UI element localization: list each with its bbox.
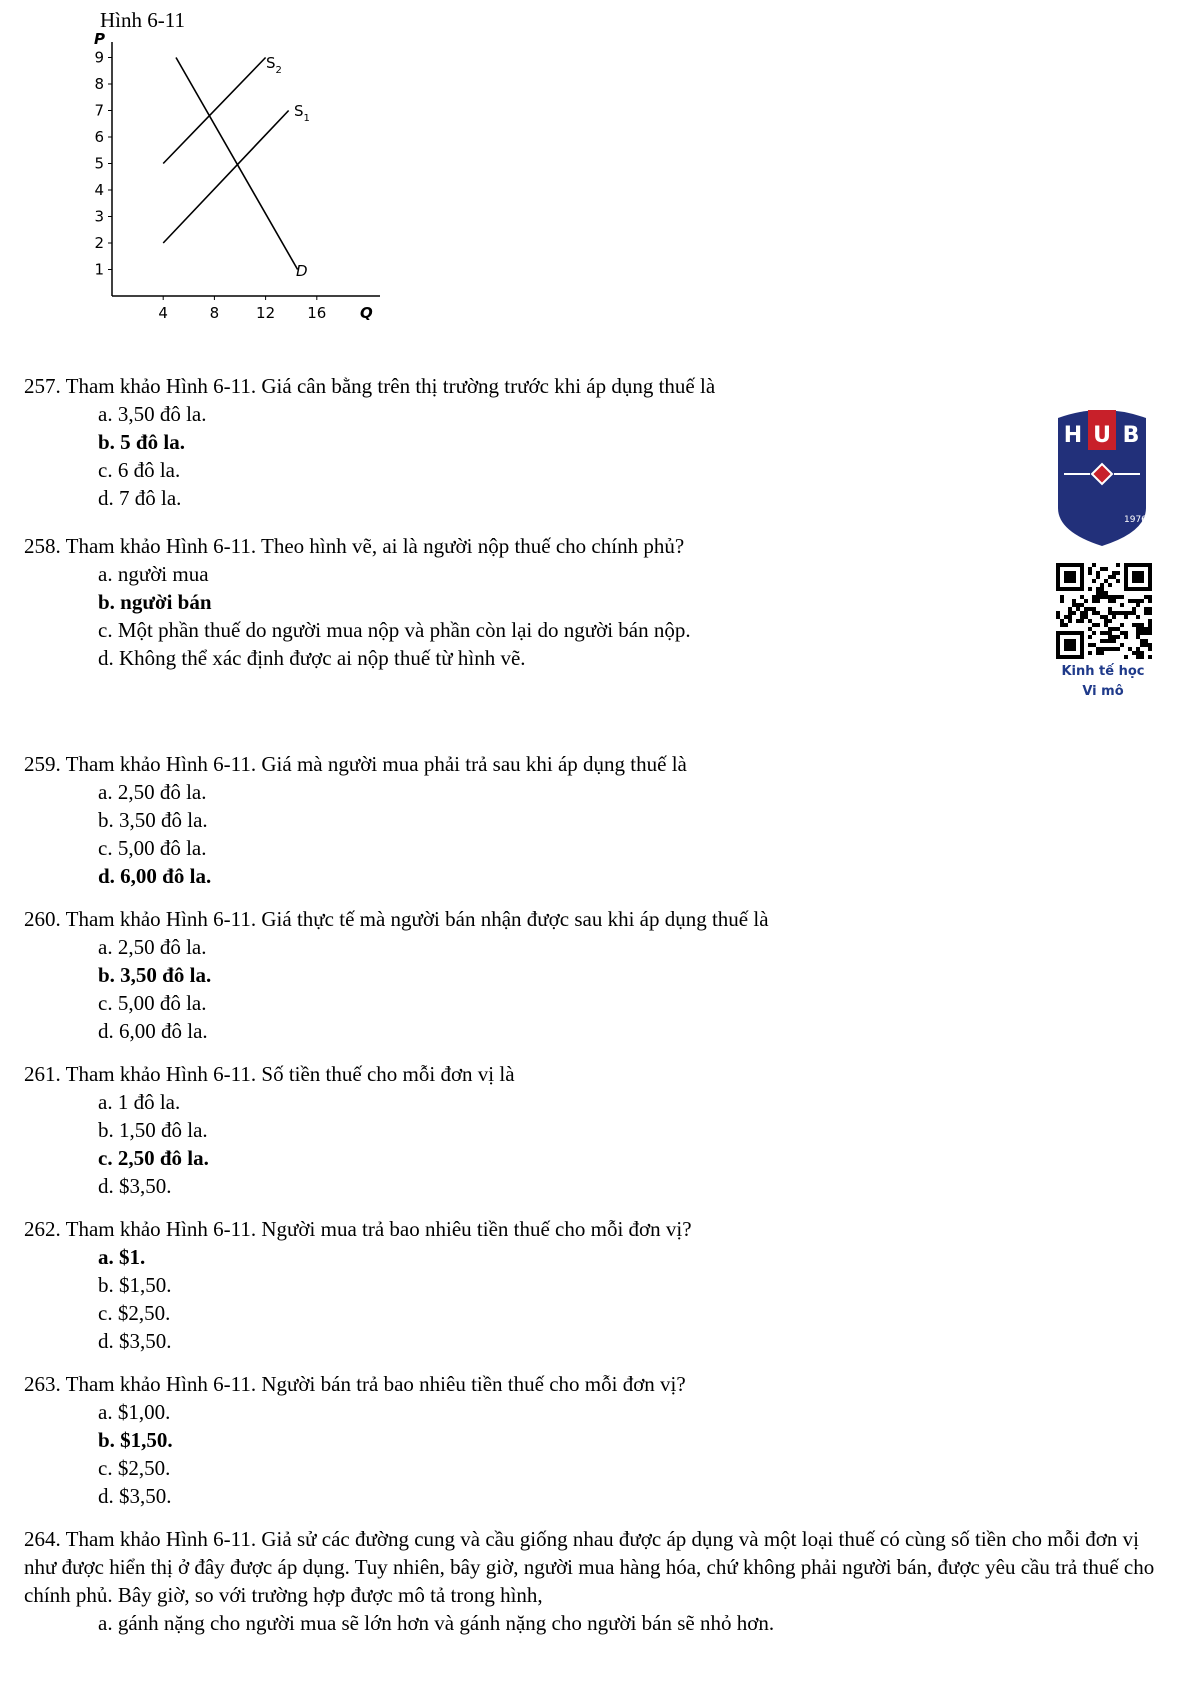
qr-module <box>1148 611 1152 615</box>
qr-module <box>1072 599 1076 603</box>
qr-module <box>1096 599 1100 603</box>
qr-module <box>1108 639 1112 643</box>
qr-module <box>1100 615 1104 619</box>
qr-module <box>1068 611 1072 615</box>
question-stem: 261. Tham khảo Hình 6-11. Số tiền thuế cho mỗi đơn vị là <box>24 1062 515 1086</box>
answer-option: a. $1,00. <box>98 1400 171 1424</box>
qr-module <box>1136 627 1140 631</box>
y-axis-label: P <box>94 30 105 48</box>
qr-module <box>1124 611 1128 615</box>
qr-module <box>1068 619 1072 623</box>
qr-module <box>1072 603 1076 607</box>
qr-module <box>1100 567 1104 571</box>
answer-option: c. $2,50. <box>98 1456 171 1480</box>
qr-finder <box>1064 571 1076 583</box>
qr-module <box>1112 627 1116 631</box>
qr-module <box>1140 639 1144 643</box>
y-tick-label: 1 <box>94 260 104 279</box>
qr-module <box>1100 647 1104 651</box>
qr-module <box>1112 639 1116 643</box>
x-ticks <box>158 296 326 322</box>
answer-option: b. 1,50 đô la. <box>98 1118 208 1142</box>
qr-module <box>1144 639 1148 643</box>
qr-module <box>1104 631 1108 635</box>
qr-module <box>1144 595 1148 599</box>
qr-finder <box>1132 571 1144 583</box>
qr-module <box>1084 611 1088 615</box>
qr-module <box>1084 599 1088 603</box>
qr-module <box>1112 575 1116 579</box>
qr-module <box>1140 643 1144 647</box>
qr-module <box>1080 615 1084 619</box>
qr-module <box>1148 599 1152 603</box>
question-block <box>24 905 1164 1045</box>
hub-logo <box>1054 408 1150 548</box>
qr-module <box>1092 579 1096 583</box>
question-stem: 262. Tham khảo Hình 6-11. Người mua trả bao nhiêu tiền thuế cho mỗi đơn vị? <box>24 1217 692 1241</box>
qr-module <box>1112 595 1116 599</box>
answer-option: b. 5 đô la. <box>98 430 185 454</box>
qr-module <box>1088 635 1092 639</box>
qr-module <box>1108 631 1112 635</box>
question-stem: 260. Tham khảo Hình 6-11. Giá thực tế mà người bán nhận được sau khi áp dụng thuế là <box>24 907 769 931</box>
qr-module <box>1116 627 1120 631</box>
qr-module <box>1148 643 1152 647</box>
qr-module <box>1104 615 1108 619</box>
qr-module <box>1128 599 1132 603</box>
qr-module <box>1108 611 1112 615</box>
qr-module <box>1140 599 1144 603</box>
x-tick-label: 16 <box>307 304 327 322</box>
qr-module <box>1112 647 1116 651</box>
qr-module <box>1136 615 1140 619</box>
qr-code[interactable] <box>1056 563 1152 659</box>
qr-module <box>1136 603 1140 607</box>
figure-title: Hình 6-11 <box>100 8 185 32</box>
qr-module <box>1096 651 1100 655</box>
answer-option: b. $1,50. <box>98 1273 172 1297</box>
qr-module <box>1088 587 1092 591</box>
qr-module <box>1096 571 1100 575</box>
qr-module <box>1136 631 1140 635</box>
y-tick-label: 6 <box>94 128 104 146</box>
question-stem: 263. Tham khảo Hình 6-11. Người bán trả bao nhiêu tiền thuế cho mỗi đơn vị? <box>24 1372 686 1396</box>
qr-module <box>1124 615 1128 619</box>
qr-module <box>1088 643 1092 647</box>
qr-module <box>1096 623 1100 627</box>
qr-module <box>1092 599 1096 603</box>
question-block <box>24 372 1164 512</box>
qr-module <box>1128 647 1132 651</box>
logo-caption-line2: Vi mô <box>1082 684 1124 699</box>
qr-module <box>1132 607 1136 611</box>
answer-option: a. 3,50 đô la. <box>98 402 207 426</box>
x-axis-label: Q <box>360 304 373 322</box>
question-stem: 257. Tham khảo Hình 6-11. Giá cân bằng trên thị trường trước khi áp dụng thuế là <box>24 374 716 398</box>
qr-module <box>1100 583 1104 587</box>
answer-option: c. 5,00 đô la. <box>98 991 207 1015</box>
answer-option: b. 3,50 đô la. <box>98 963 212 987</box>
qr-module <box>1116 647 1120 651</box>
question-block <box>24 1060 1164 1200</box>
answer-option: a. 1 đô la. <box>98 1090 181 1114</box>
qr-module <box>1116 635 1120 639</box>
question-stem: 258. Tham khảo Hình 6-11. Theo hình vẽ, ai là người nộp thuế cho chính phủ? <box>24 534 685 558</box>
qr-module <box>1140 651 1144 655</box>
qr-module <box>1088 571 1092 575</box>
qr-module <box>1096 575 1100 579</box>
qr-module <box>1120 595 1124 599</box>
answer-option: d. 6,00 đô la. <box>98 864 212 888</box>
qr-module <box>1136 623 1140 627</box>
answer-option: d. $3,50. <box>98 1484 172 1508</box>
qr-module <box>1060 619 1064 623</box>
qr-module <box>1124 631 1128 635</box>
answer-option: a. 2,50 đô la. <box>98 780 207 804</box>
qr-module <box>1080 611 1084 615</box>
qr-module <box>1148 655 1152 659</box>
qr-module <box>1144 643 1148 647</box>
answer-option: d. $3,50. <box>98 1174 172 1198</box>
qr-module <box>1088 651 1092 655</box>
answer-option: a. $1. <box>98 1245 146 1269</box>
y-tick-label: 9 <box>94 48 104 67</box>
logo-letter-h: H <box>1063 423 1083 448</box>
qr-module <box>1124 635 1128 639</box>
question-block <box>24 1370 1164 1510</box>
question-block <box>24 1525 1164 1637</box>
qr-module <box>1108 599 1112 603</box>
qr-module <box>1092 631 1096 635</box>
qr-module <box>1056 615 1060 619</box>
y-axis <box>94 30 112 296</box>
qr-module <box>1136 655 1140 659</box>
qr-module <box>1148 595 1152 599</box>
qr-module <box>1116 579 1120 583</box>
answer-option: b. $1,50. <box>98 1428 173 1452</box>
qr-module <box>1148 623 1152 627</box>
curve-s2 <box>163 58 265 164</box>
qr-module <box>1132 611 1136 615</box>
qr-module <box>1060 595 1064 599</box>
qr-module <box>1080 619 1084 623</box>
qr-module <box>1104 567 1108 571</box>
qr-module <box>1104 619 1108 623</box>
y-tick-label: 5 <box>94 154 104 173</box>
qr-module <box>1104 623 1108 627</box>
question-stem: 264. Tham khảo Hình 6-11. Giả sử các đường cung và cầu giống nhau được áp dụng và một loại thuế có cùng số tiền cho mỗi đơn vị như được hiển thị ở đây được áp dụng. Tuy nhiên, bây giờ, người mua hàng hóa, chứ không phải người bán, được yêu cầu trả thuế cho chính phủ. Bây giờ, so với trường hợp được mô tả trong hình, <box>24 1527 1155 1607</box>
qr-module <box>1148 619 1152 623</box>
qr-module <box>1072 611 1076 615</box>
qr-module <box>1092 623 1096 627</box>
qr-module <box>1116 563 1120 567</box>
y-tick-label: 8 <box>94 75 104 93</box>
qr-module <box>1140 623 1144 627</box>
qr-module <box>1128 611 1132 615</box>
qr-module <box>1084 615 1088 619</box>
answer-option: a. người mua <box>98 562 209 586</box>
qr-module <box>1088 607 1092 611</box>
answer-option: c. $2,50. <box>98 1301 171 1325</box>
qr-module <box>1096 647 1100 651</box>
qr-module <box>1096 587 1100 591</box>
curve-label-s2: $S_2$ <box>266 54 282 76</box>
logo-letter-b: B <box>1122 423 1140 448</box>
qr-module <box>1140 627 1144 631</box>
qr-module <box>1144 631 1148 635</box>
qr-module <box>1116 611 1120 615</box>
qr-module <box>1104 591 1108 595</box>
curve-label-d: D <box>296 262 308 280</box>
logo-year: 1976 <box>1124 515 1147 525</box>
y-ticks <box>94 49 112 279</box>
answer-option: c. Một phần thuế do người mua nộp và phần còn lại do người bán nộp. <box>98 618 691 642</box>
qr-module <box>1136 647 1140 651</box>
qr-module <box>1136 599 1140 603</box>
qr-module <box>1108 607 1112 611</box>
qr-module <box>1096 595 1100 599</box>
qr-module <box>1092 643 1096 647</box>
y-tick-label: 7 <box>94 101 104 120</box>
qr-module <box>1108 619 1112 623</box>
qr-module <box>1076 607 1080 611</box>
question-stem: 259. Tham khảo Hình 6-11. Giá mà người mua phải trả sau khi áp dụng thuế là <box>24 752 687 776</box>
answer-option: d. Không thể xác định được ai nộp thuế từ hình vẽ. <box>98 646 526 670</box>
qr-module <box>1100 631 1104 635</box>
answer-option: d. 6,00 đô la. <box>98 1019 208 1043</box>
qr-module <box>1120 611 1124 615</box>
qr-module <box>1096 611 1100 615</box>
answer-option: a. gánh nặng cho người mua sẽ lớn hơn và gánh nặng cho người bán sẽ nhỏ hơn. <box>98 1611 775 1635</box>
qr-module <box>1116 571 1120 575</box>
qr-module <box>1112 611 1116 615</box>
qr-module <box>1120 603 1124 607</box>
qr-module <box>1108 635 1112 639</box>
qr-module <box>1148 631 1152 635</box>
qr-module <box>1136 651 1140 655</box>
qr-module <box>1104 639 1108 643</box>
qr-module <box>1100 595 1104 599</box>
answer-option: c. 5,00 đô la. <box>98 836 207 860</box>
qr-module <box>1132 599 1136 603</box>
question-block <box>24 1215 1164 1355</box>
qr-module <box>1120 643 1124 647</box>
qr-module <box>1108 647 1112 651</box>
qr-module <box>1100 591 1104 595</box>
qr-module <box>1092 563 1096 567</box>
qr-module <box>1060 623 1064 627</box>
qr-module <box>1108 595 1112 599</box>
qr-module <box>1104 647 1108 651</box>
answer-option: a. 2,50 đô la. <box>98 935 207 959</box>
qr-module <box>1100 651 1104 655</box>
qr-module <box>1148 627 1152 631</box>
qr-module <box>1092 611 1096 615</box>
qr-module <box>1068 607 1072 611</box>
y-tick-label: 2 <box>94 234 104 252</box>
qr-module <box>1100 639 1104 643</box>
question-block <box>24 750 1164 890</box>
answer-option: c. 2,50 đô la. <box>98 1146 209 1170</box>
qr-module <box>1148 607 1152 611</box>
qr-module <box>1116 595 1120 599</box>
qr-module <box>1144 627 1148 631</box>
qr-module <box>1148 647 1152 651</box>
qr-module <box>1092 595 1096 599</box>
qr-module <box>1080 595 1084 599</box>
qr-module <box>1136 635 1140 639</box>
curve-label-s1: $S_1$ <box>294 102 310 124</box>
qr-module <box>1132 651 1136 655</box>
logo-caption-line1: Kinh tế học <box>1061 664 1145 679</box>
x-tick-label: 4 <box>158 304 168 322</box>
qr-module <box>1108 627 1112 631</box>
answer-option: d. $3,50. <box>98 1329 172 1353</box>
x-tick-label: 12 <box>256 304 276 322</box>
qr-module <box>1064 615 1068 619</box>
qr-module <box>1112 599 1116 603</box>
qr-module <box>1140 655 1144 659</box>
qr-module <box>1092 607 1096 611</box>
qr-module <box>1104 595 1108 599</box>
qr-module <box>1096 591 1100 595</box>
qr-module <box>1108 575 1112 579</box>
qr-module <box>1112 615 1116 619</box>
qr-module <box>1144 607 1148 611</box>
qr-module <box>1088 567 1092 571</box>
qr-module <box>1076 619 1080 623</box>
y-tick-label: 3 <box>94 207 104 226</box>
qr-module <box>1088 627 1092 631</box>
qr-module <box>1112 571 1116 575</box>
curve-s1 <box>163 111 288 244</box>
y-tick-label: 4 <box>94 181 104 199</box>
qr-finder <box>1064 639 1076 651</box>
qr-module <box>1140 631 1144 635</box>
answer-option: b. người bán <box>98 590 212 614</box>
qr-module <box>1132 623 1136 627</box>
qr-module <box>1056 611 1060 615</box>
qr-module <box>1080 603 1084 607</box>
curves <box>163 58 297 270</box>
qr-module <box>1060 599 1064 603</box>
x-tick-label: 8 <box>209 304 220 322</box>
qr-module <box>1068 615 1072 619</box>
qr-module <box>1124 655 1128 659</box>
question-block <box>24 532 1164 672</box>
qr-module <box>1088 619 1092 623</box>
logo-letter-u: U <box>1093 423 1111 448</box>
qr-module <box>1100 587 1104 591</box>
answer-option: b. 3,50 đô la. <box>98 808 208 832</box>
qr-module <box>1112 635 1116 639</box>
qr-module <box>1144 611 1148 615</box>
qr-module <box>1084 607 1088 611</box>
qr-module <box>1120 623 1124 627</box>
qr-module <box>1108 583 1112 587</box>
qr-module <box>1104 579 1108 583</box>
qr-module <box>1064 623 1068 627</box>
curve-d <box>176 58 298 270</box>
qr-module <box>1120 631 1124 635</box>
x-axis <box>112 296 380 322</box>
answer-option: c. 6 đô la. <box>98 458 181 482</box>
qr-module <box>1076 603 1080 607</box>
answer-option: d. 7 đô la. <box>98 486 182 510</box>
supply-demand-chart <box>80 30 390 330</box>
